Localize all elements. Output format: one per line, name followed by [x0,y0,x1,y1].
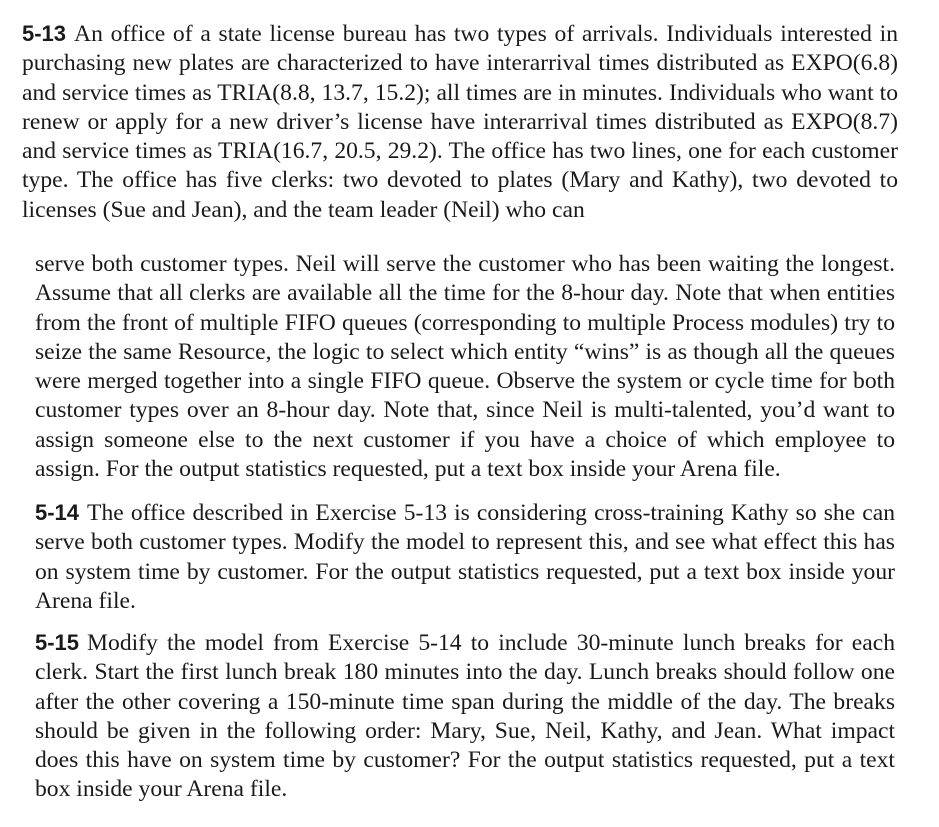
exercise-text: serve both customer types. Neil will serve the customer who has been waiting the longest. Assume that all clerks are available all the time for the 8-hour day. Note that when entities from the front of multiple FIFO queues (corresponding to multiple Process modules) try to seize the same Resource, the logic to select which entity “wins” is as though all the queues were merged together into a single FIFO queue. Observe the system or cycle time for both customer types over an 8-hour day. Note that, since Neil is multi-talented, you’d want to assign someone else to the next customer if you have a choice of which employee to assign. For the output statistics requested, put a text box inside your Arena file. [35,251,895,483]
exercise-text: The office described in Exercise 5-13 is considering cross-training Kathy so she can serve both customer types. Modify the model to represent this, and see what effect this has on system time by customer. For the output statistics requested, put a text box inside your Arena file. [35,500,895,614]
exercise-text: Modify the model from Exercise 5-14 to include 30-minute lunch breaks for each clerk. Start the first lunch break 180 minutes into the day. Lunch breaks should follow one after the other covering a 150-minute time span during the middle of the day. The breaks should be given in the following order: Mary, Sue, Neil, Kathy, and Jean. What impact does this have on system time by customer? For the output statistics requested, put a text box inside your Arena file. [35,630,895,803]
exercise-5-13-continuation [35,250,895,484]
exercise-5-14-paragraph [35,498,895,616]
exercise-5-15-paragraph [35,628,895,805]
exercise-number: 5-14 [35,500,80,525]
exercise-number: 5-13 [22,21,67,46]
exercise-text: An office of a state license bureau has two types of arrivals. Individuals interested in purchasing new plates are characterized to have interarrival times distributed as EXPO(6.8) and service times as TRIA(8.8, 13.7, 15.2); all times are in minutes. Individuals who want to renew or apply for a new driver’s license have interarrival times distributed as EXPO(8.7) and service times as TRIA(16.7, 20.5, 29.2). The office has two lines, one for each customer type. The office has five clerks: two devoted to plates (Mary and Kathy), two devoted to licenses (Sue and Jean), and the team leader (Neil) who can [22,21,898,223]
exercise-number: 5-15 [35,630,80,655]
exercise-5-13-paragraph [22,19,898,225]
